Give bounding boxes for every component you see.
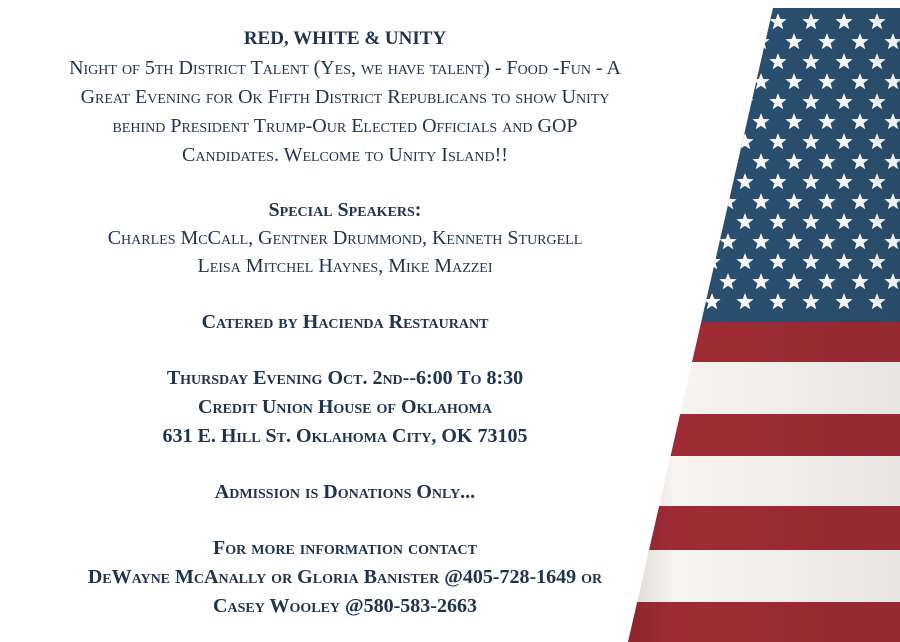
flag-star-icon [736, 53, 753, 69]
intro-line-1: Night of 5th District Talent (Yes, we have talent) - Food -Fun - A [69, 57, 621, 79]
intro-line-3: behind President Trump-Our Elected Officials and GOP [112, 115, 578, 137]
flag-star-icon [719, 33, 736, 49]
flag-star-icon [719, 153, 736, 169]
contact-line-2: Casey Wooley @580-583-2663 [213, 595, 477, 617]
contact-line-1: DeWayne McAnally or Gloria Banister @405-728-1649 or [87, 566, 603, 588]
flag-star-icon [703, 93, 720, 109]
flag-star-icon [703, 173, 720, 189]
flag-star-icon [703, 13, 720, 29]
flag-star-icon [719, 73, 736, 89]
flag-star-icon [703, 53, 720, 69]
intro-line-4: Candidates. Welcome to Unity Island!! [182, 144, 508, 166]
admission-line: Admission is Donations Only... [214, 481, 476, 503]
speakers-heading: Special Speakers: [268, 199, 422, 221]
speakers-line-2: Leisa Mitchel Haynes, Mike Mazzei [197, 255, 493, 277]
event-address: 631 E. Hill St. Oklahoma City, OK 73105 [162, 425, 528, 447]
flag-star-icon [719, 113, 736, 129]
speakers-line-1: Charles McCall, Gentner Drummond, Kenneth Sturgell [107, 227, 583, 249]
flyer-title: RED, WHITE & UNITY [243, 28, 447, 49]
flag-star-icon [736, 13, 753, 29]
flag-star-icon [703, 133, 720, 149]
intro-line-2: Great Evening for Ok Fifth District Republicans to show Unity [80, 86, 610, 108]
event-datetime: Thursday Evening Oct. 2nd--6:00 To 8:30 [166, 367, 524, 389]
event-venue: Credit Union House of Oklahoma [198, 396, 492, 418]
catering-line: Catered by Hacienda Restaurant [201, 311, 489, 333]
contact-heading: For more information contact [213, 537, 477, 559]
flag-star-icon [703, 213, 720, 229]
